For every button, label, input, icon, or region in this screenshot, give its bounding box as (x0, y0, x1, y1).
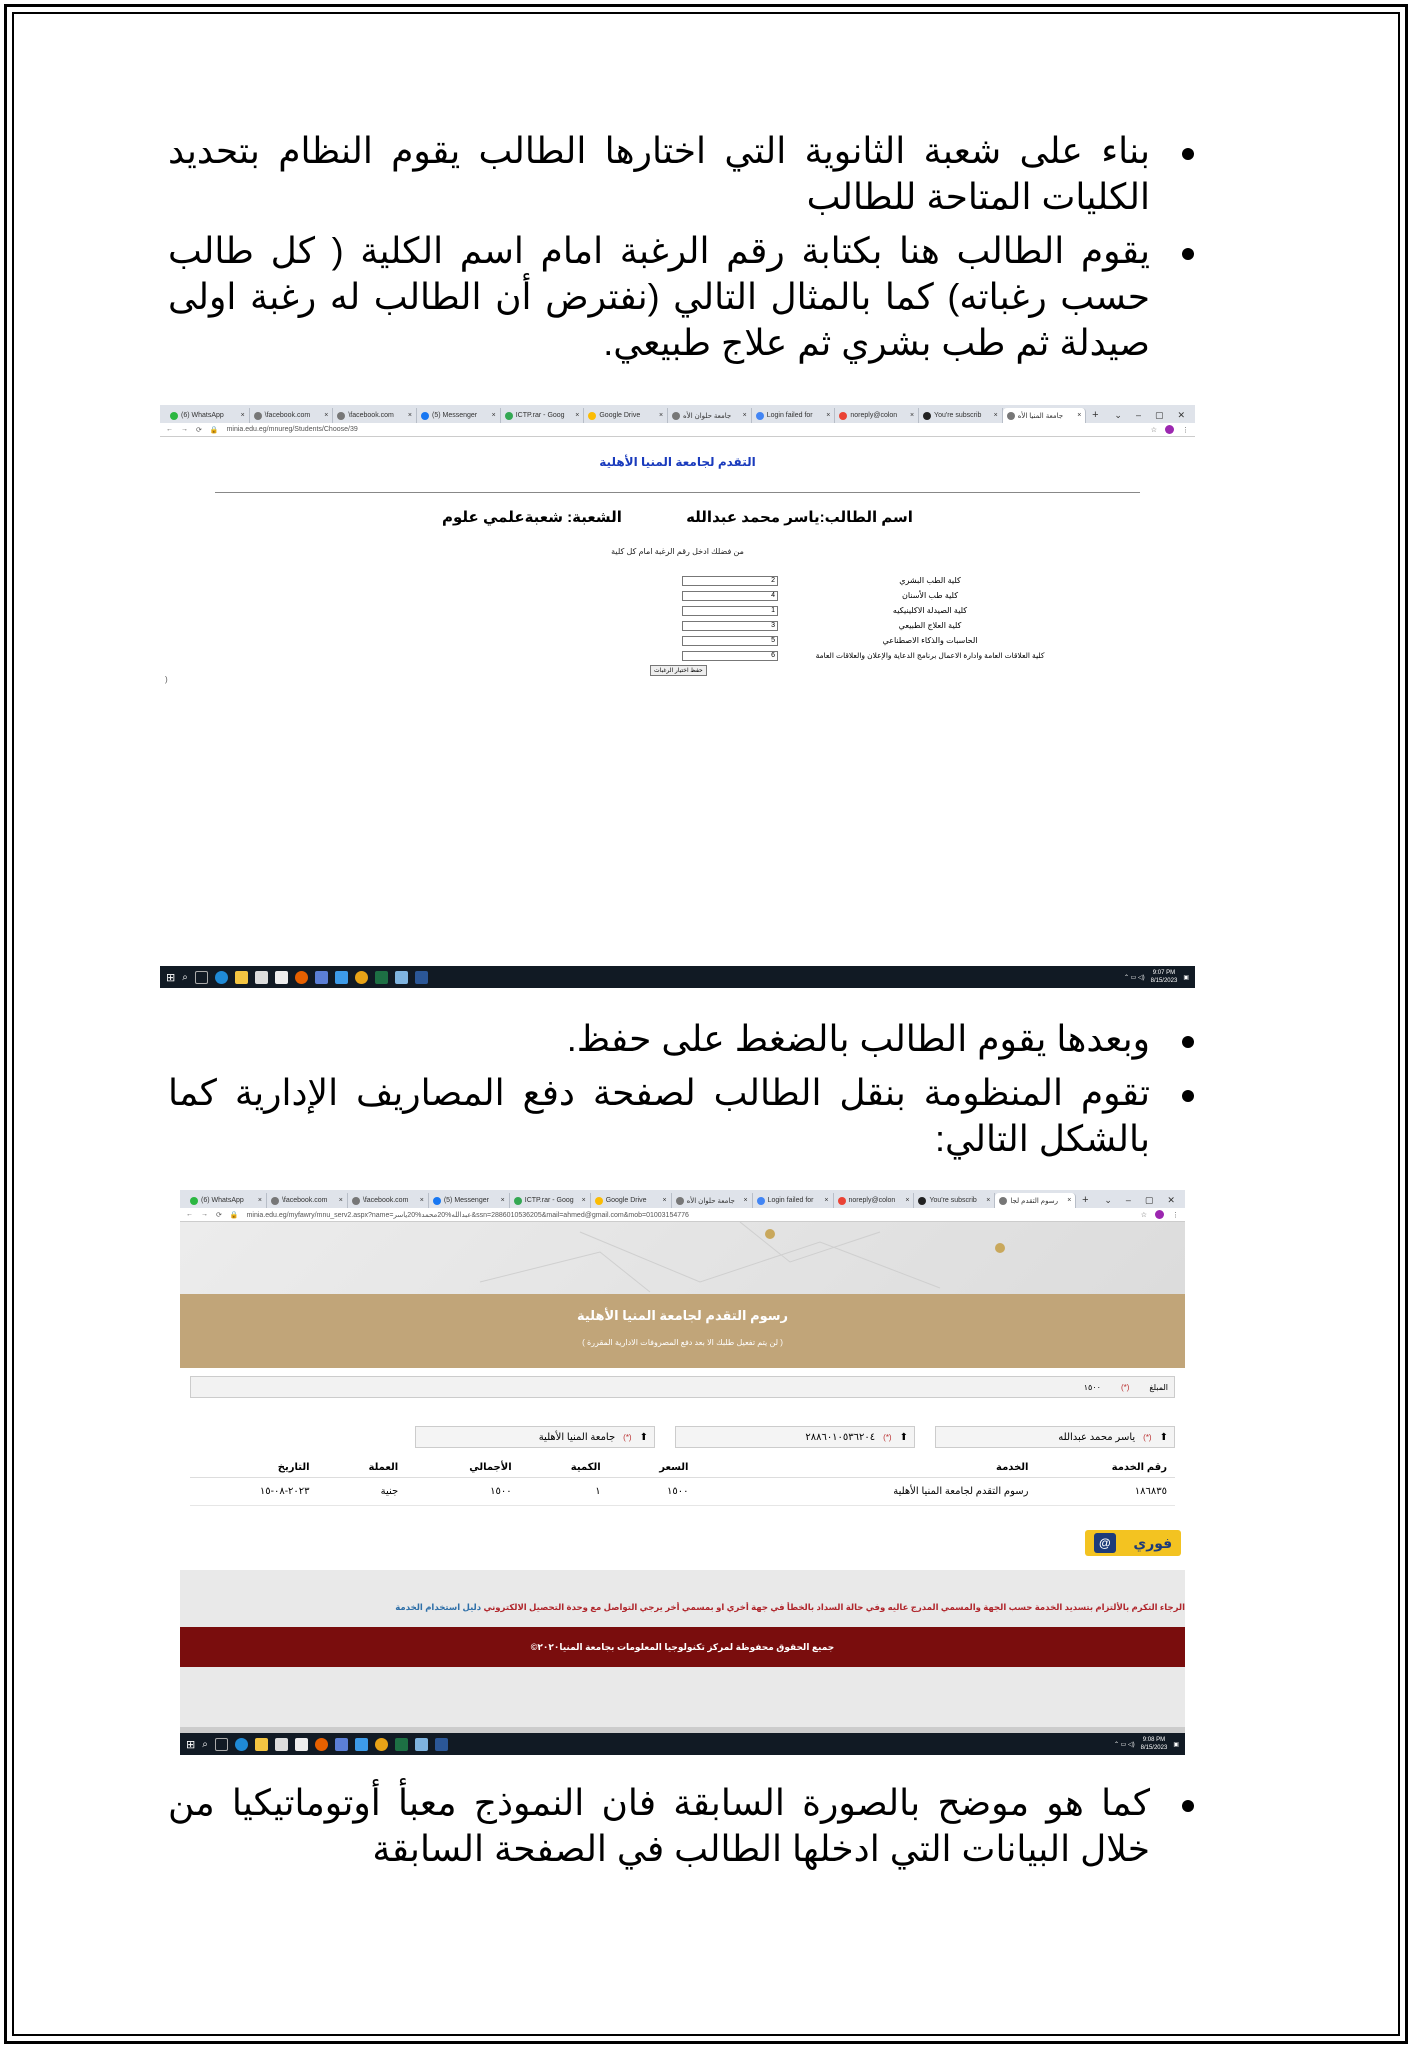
new-tab-icon[interactable]: + (1092, 409, 1099, 421)
preference-row (682, 618, 1082, 633)
app-icon[interactable] (315, 971, 328, 984)
close-icon[interactable]: ✕ (1177, 410, 1186, 420)
circuit-pattern (180, 1222, 1185, 1294)
fawry-button[interactable] (1085, 1530, 1181, 1556)
star-icon[interactable]: ☆ (1150, 426, 1157, 434)
app-icon[interactable] (395, 971, 408, 984)
browser-tab[interactable]: (6) WhatsApp × (166, 408, 250, 423)
bullet-redirect-payment: تقوم المنظومة بنقل الطالب لصفحة دفع المصاريف الإدارية كما بالشكل التالي: (168, 1070, 1200, 1162)
maximize-icon[interactable]: ▢ (1154, 410, 1164, 420)
building-icon: ⬆ (639, 1431, 648, 1443)
edge-icon[interactable] (215, 971, 228, 984)
lock-icon: 🔒 (229, 1211, 239, 1219)
browser-tab[interactable]: \facebook.com × (250, 408, 334, 423)
minimize-icon[interactable]: – (1125, 1195, 1131, 1205)
college-label: كلية العلاقات العامة وادارة الاعمال برنامج الدعاية والإعلان والعلاقات العامة (815, 651, 1045, 660)
browser-tab[interactable]: Google Drive × (584, 408, 668, 423)
col-date: التاريخ (190, 1458, 318, 1478)
app-icon[interactable] (335, 1738, 348, 1751)
file-explorer-icon[interactable] (255, 1738, 268, 1751)
back-icon[interactable]: ← (186, 1211, 193, 1218)
windows-taskbar (180, 1733, 1185, 1755)
bullet-auto-filled: كما هو موضح بالصورة السابقة فان النموذج معبأ أوتوماتيكيا من خلال البيانات التي ادخلها الطالب في الصفحة السابقة (168, 1780, 1200, 1872)
service-guide-link[interactable]: دليل استخدام الخدمة (395, 1602, 482, 1612)
url-text[interactable]: minia.edu.eg/mnureg/Students/Choose/39 (226, 426, 358, 433)
bullet-branch-colleges: بناء على شعبة الثانوية التي اختارها الطالب يقوم النظام بتحديد الكليات المتاحة للطالب (168, 128, 1200, 220)
browser-tab[interactable]: noreply@colon × (834, 1193, 915, 1208)
browser-tab[interactable]: جامعة حلوان الأه × (672, 1193, 753, 1208)
college-label: كلية الطب البشري (899, 576, 961, 585)
save-preferences-button[interactable]: حفظ اختيار الرغبات (650, 665, 707, 676)
services-table (190, 1458, 1175, 1506)
search-icon[interactable]: ⌕ (202, 1738, 208, 1750)
preference-input[interactable]: 4 (682, 591, 778, 601)
browser-tab[interactable]: \facebook.com × (267, 1193, 348, 1208)
excel-icon[interactable] (395, 1738, 408, 1751)
col-service: الخدمة (696, 1458, 1036, 1478)
browser-tabbar (160, 405, 1195, 423)
name-field[interactable]: ⬆ (*) ياسر محمد عبدالله (935, 1426, 1175, 1448)
col-qty: الكمية (520, 1458, 609, 1478)
browser-tab[interactable]: جامعة حلوان الأه × (668, 408, 752, 423)
copyright-footer: جميع الحقوق محفوظة لمركز تكنولوجيا المعلومات بجامعة المنيا٢٠٢٠© (180, 1627, 1185, 1667)
stray-mark: ) (165, 675, 168, 684)
word-icon[interactable] (415, 971, 428, 984)
word-icon[interactable] (435, 1738, 448, 1751)
mail-icon[interactable] (275, 971, 288, 984)
browser-tab[interactable]: \facebook.com × (348, 1193, 429, 1208)
student-branch: الشعبة: شعبةعلمي علوم (442, 509, 622, 526)
more-icon[interactable]: ⋮ (1182, 426, 1189, 434)
id-icon: ⬆ (899, 1431, 908, 1443)
bullet-enter-preferences: يقوم الطالب هنا بكتابة رقم الرغبة امام اسم الكلية ( كل طالب حسب رغباته) كما بالمثال التالي (نفترض أن الطالب له رغبة اولى صيدلة ثم طب بشري ثم علاج طبيعي. (168, 228, 1200, 366)
screenshot-choose-colleges (160, 405, 1195, 988)
bullet-press-save: وبعدها يقوم الطالب بالضغط على حفظ. (168, 1016, 1200, 1062)
windows-taskbar (160, 966, 1195, 988)
browser-tab[interactable]: noreply@colon × (835, 408, 919, 423)
table-header-row (190, 1458, 1175, 1478)
amount-label: المبلغ (1149, 1382, 1168, 1392)
browser-tab[interactable]: \facebook.com × (333, 408, 417, 423)
tray-icons[interactable]: ⌃ ▭ ◁) (1113, 1741, 1135, 1748)
more-icon[interactable]: ⋮ (1172, 1211, 1179, 1219)
file-explorer-icon[interactable] (235, 971, 248, 984)
national-id-field[interactable]: ⬆ (*) ٢٨٨٦٠١٠٥٣٦٢٠٤ (675, 1426, 915, 1448)
chrome-icon[interactable] (375, 1738, 388, 1751)
preference-input[interactable]: 6 (682, 651, 778, 661)
lock-icon: 🔒 (209, 426, 219, 434)
browser-tab-active[interactable]: رسوم التقدم لجا × (995, 1193, 1076, 1208)
browser-tab[interactable]: (6) WhatsApp × (186, 1193, 267, 1208)
app-icon[interactable] (415, 1738, 428, 1751)
browser-tab[interactable]: (5) Messenger × (429, 1193, 510, 1208)
screenshot-payment-page (180, 1190, 1185, 1755)
browser-tab[interactable]: Login failed for × (753, 1193, 834, 1208)
browser-tab-active[interactable]: جامعة المنيا الأه × (1003, 408, 1087, 423)
amount-value: ١٥٠٠ (1083, 1382, 1101, 1392)
fawry-at-icon: @ (1094, 1533, 1116, 1553)
college-label: كلية الصيدلة الاكلينيكيه (892, 606, 968, 615)
chevron-down-icon[interactable]: ⌄ (1104, 1195, 1112, 1205)
app-icon[interactable] (355, 1738, 368, 1751)
window-controls (1104, 408, 1195, 423)
fees-header (180, 1294, 1185, 1368)
app-icon[interactable] (335, 971, 348, 984)
browser-tab[interactable]: (5) Messenger × (417, 408, 501, 423)
system-tray (1124, 969, 1195, 985)
bullets-bottom (168, 1780, 1200, 1872)
forward-icon[interactable]: → (181, 426, 188, 433)
college-label: كلية العلاج الطبيعي (898, 621, 962, 630)
store-icon[interactable] (255, 971, 268, 984)
bullets-middle (168, 1016, 1200, 1162)
notification-icon[interactable]: ▣ (1183, 974, 1189, 981)
firefox-icon[interactable] (315, 1738, 328, 1751)
star-icon[interactable]: ☆ (1140, 1211, 1147, 1219)
preference-row (682, 633, 1082, 648)
browser-tab[interactable]: ICTP.rar - Goog × (510, 1193, 591, 1208)
close-icon[interactable]: ✕ (1167, 1195, 1175, 1205)
notification-icon[interactable]: ▣ (1173, 1741, 1179, 1748)
preference-row (682, 573, 1082, 588)
maximize-icon[interactable]: ▢ (1144, 1195, 1154, 1205)
task-view-icon[interactable] (195, 971, 208, 984)
browser-tab[interactable]: You're subscrib × (919, 408, 1003, 423)
clock[interactable]: 9:07 PM 8/15/2023 (1150, 970, 1178, 984)
fawry-label: فوري (1133, 1534, 1173, 1551)
clock[interactable]: 9:08 PM 8/15/2023 (1140, 1737, 1168, 1751)
user-icon: ⬆ (1159, 1431, 1168, 1443)
edge-icon[interactable] (235, 1738, 248, 1751)
preference-input[interactable]: 1 (682, 606, 778, 616)
new-tab-icon[interactable]: + (1082, 1194, 1089, 1206)
preference-prompt: من فضلك ادخل رقم الرغبة امام كل كلية (611, 547, 744, 556)
col-service-no: رقم الخدمة (1036, 1458, 1175, 1478)
required-mark: (*) (1120, 1382, 1130, 1392)
browser-tabbar (180, 1190, 1185, 1208)
address-bar (180, 1208, 1185, 1222)
university-field[interactable]: ⬆ (*) جامعة المنيا الأهلية (415, 1426, 655, 1448)
student-info (160, 508, 1195, 526)
preference-row (682, 603, 1082, 618)
student-name: اسم الطالب:ياسر محمد عبدالله (686, 509, 913, 526)
excel-icon[interactable] (375, 971, 388, 984)
search-icon[interactable]: ⌕ (182, 971, 188, 983)
chevron-down-icon[interactable]: ⌄ (1114, 410, 1122, 420)
tray-icons[interactable]: ⌃ ▭ ◁) (1123, 974, 1145, 981)
college-label: الحاسبات والذكاء الاصطناعي (882, 636, 978, 645)
browser-tab[interactable]: Login failed for × (752, 408, 836, 423)
amount-field (190, 1376, 1175, 1398)
payment-notice: الرجاء التكرم بالألتزام بتسديد الخدمة حسب الجهة والمسمي المدرج عاليه وفي حالة السداد بالخطأ في جهة أخري او بمسمي أخر يرجي التواصل مع وحدة التحصيل الالكتروني دليل استخدام الخدمة (395, 1602, 1185, 1612)
browser-tab[interactable]: You're subscrib × (914, 1193, 995, 1208)
url-text[interactable]: minia.edu.eg/myfawry/mnu_serv2.aspx?name=عبدالله%20محمد%20ياسر&ssn=2886010536205&mail=ahmed@gmail.com&mob=01003154776 (246, 1211, 689, 1219)
minimize-icon[interactable]: – (1135, 410, 1141, 420)
reload-icon[interactable]: ⟳ (216, 1211, 222, 1219)
bullets-top (168, 128, 1200, 366)
window-controls (1094, 1193, 1185, 1208)
browser-tab[interactable]: Google Drive × (591, 1193, 672, 1208)
forward-icon[interactable]: → (201, 1211, 208, 1218)
table-row: ١٨٦٨٣٥ رسوم التقدم لجامعة المنيا الأهلية ١٥٠٠ ١ ١٥٠٠ جنية ٢٠٢٣-٠٨-١٥ (190, 1478, 1175, 1506)
college-label: كلية طب الأسنان (901, 591, 959, 600)
preference-input[interactable]: 2 (682, 576, 778, 586)
preferences-form (682, 573, 1082, 663)
address-bar (160, 423, 1195, 437)
page-title: التقدم لجامعة المنيا الأهلية (599, 455, 756, 469)
profile-icon[interactable] (1155, 1210, 1164, 1219)
system-tray (1114, 1736, 1185, 1752)
task-view-icon[interactable] (215, 1738, 228, 1751)
preference-row (682, 648, 1082, 663)
col-price: السعر (609, 1458, 697, 1478)
preference-input[interactable]: 5 (682, 636, 778, 646)
divider (215, 492, 1140, 493)
col-total: الأجمالي (406, 1458, 519, 1478)
mail-icon[interactable] (295, 1738, 308, 1751)
fees-subtitle: ( لن يتم تفعيل طلبك الا بعد دفع المصروفات الادارية المقررة ) (582, 1338, 783, 1347)
browser-tab[interactable]: ICTP.rar - Goog × (501, 408, 585, 423)
profile-icon[interactable] (1165, 425, 1174, 434)
preference-input[interactable]: 3 (682, 621, 778, 631)
firefox-icon[interactable] (295, 971, 308, 984)
back-icon[interactable]: ← (166, 426, 173, 433)
store-icon[interactable] (275, 1738, 288, 1751)
windows-start-icon[interactable]: ⊞ (166, 971, 176, 984)
fees-title: رسوم التقدم لجامعة المنيا الأهلية (576, 1308, 789, 1323)
chrome-icon[interactable] (355, 971, 368, 984)
preference-row (682, 588, 1082, 603)
windows-start-icon[interactable]: ⊞ (186, 1738, 196, 1751)
header-banner (180, 1222, 1185, 1294)
reload-icon[interactable]: ⟳ (196, 426, 202, 434)
col-currency: العملة (318, 1458, 407, 1478)
applicant-fields (190, 1426, 1175, 1448)
